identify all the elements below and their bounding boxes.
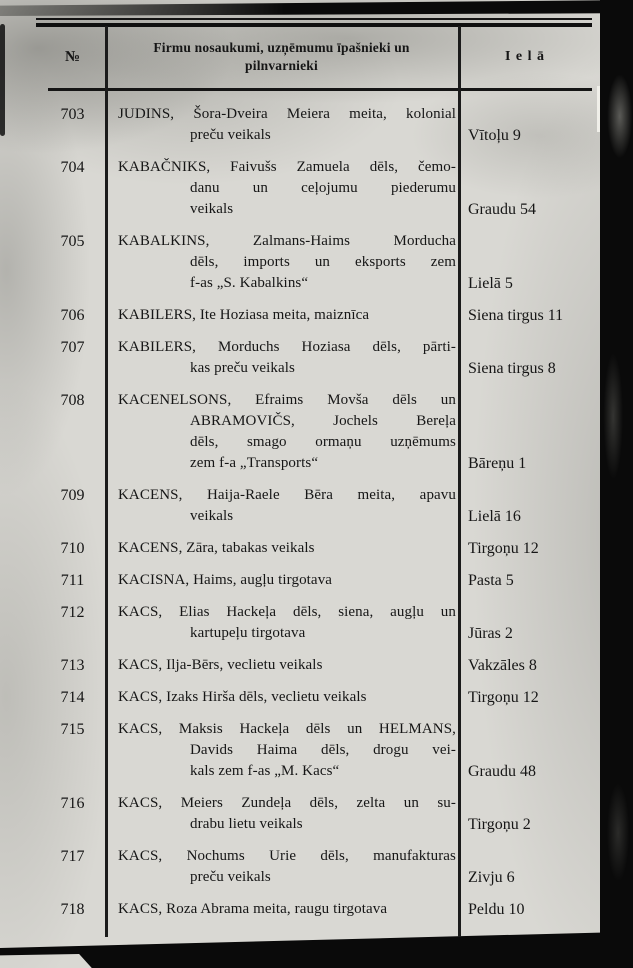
table-row (40, 390, 592, 474)
row-entry-text (105, 104, 458, 146)
row-number: 706 (60, 307, 85, 324)
row-number: 714 (60, 689, 85, 706)
row-entry-text (105, 687, 458, 708)
entry-line: veikals (190, 201, 234, 217)
street-name: Tirgoņu 2 (468, 816, 531, 833)
row-street (458, 231, 592, 294)
street-name: Siena tirgus 8 (468, 360, 556, 377)
scan-smudge-left (0, 24, 5, 136)
row-number: 715 (60, 721, 85, 738)
entry-line: KACENELSONS, Efraims Movša dēls un (118, 392, 456, 408)
table-top-rule-thin (36, 18, 592, 20)
street-name: Graudu 48 (468, 763, 536, 780)
row-street (458, 157, 592, 220)
entry-line: KACS, Ilja-Bērs, veclietu veikals (118, 657, 323, 673)
row-street (458, 104, 592, 146)
street-name: Zivju 6 (468, 869, 515, 886)
entry-line: KABILERS, Morduchs Hoziasa dēls, pārti- (118, 339, 456, 355)
row-number: 710 (60, 540, 85, 557)
header-number-column: № (64, 48, 81, 65)
table-row (40, 570, 592, 591)
row-number: 708 (60, 392, 85, 409)
table-body (40, 88, 592, 920)
street-name: Vītoļu 9 (468, 127, 521, 144)
scan-edge-right (600, 0, 633, 968)
table-row (40, 104, 592, 146)
entry-line: KACISNA, Haims, augļu tirgotava (118, 572, 333, 588)
table-row (40, 231, 592, 294)
table-row (40, 337, 592, 379)
entry-line: KACENS, Haija-Raele Bēra meita, apavu (118, 487, 456, 503)
scan-edge-bottom (0, 931, 633, 968)
table-row (40, 687, 592, 708)
row-entry-text (105, 793, 458, 835)
row-entry-text (105, 846, 458, 888)
entry-line: KACS, Elias Hackeļa dēls, siena, augļu un (118, 604, 456, 620)
table-row (40, 655, 592, 676)
row-street (458, 305, 592, 326)
row-number: 712 (60, 604, 85, 621)
row-street (458, 719, 592, 782)
row-entry-text (105, 602, 458, 644)
row-entry-text (105, 157, 458, 220)
entry-line: KACS, Meiers Zundeļa dēls, zelta un su- (118, 795, 456, 811)
table-header-row (40, 26, 592, 88)
row-number: 718 (60, 901, 85, 918)
row-entry-text (105, 570, 458, 591)
scan-edge-top (0, 0, 633, 16)
street-name: Peldu 10 (468, 901, 525, 918)
table-row (40, 899, 592, 920)
table-row (40, 305, 592, 326)
row-number: 717 (60, 848, 85, 865)
street-name: Graudu 54 (468, 201, 536, 218)
entry-line: kals zem f-as „M. Kacs“ (190, 763, 340, 779)
row-street (458, 846, 592, 888)
entry-line: KACS, Nochums Urie dēls, manufakturas (118, 848, 456, 864)
street-name: Vakzāles 8 (468, 657, 537, 674)
row-street (458, 485, 592, 527)
entry-line: kas preču veikals (190, 360, 295, 376)
table-row (40, 793, 592, 835)
row-entry-text (105, 305, 458, 326)
table-row (40, 602, 592, 644)
row-number: 707 (60, 339, 85, 356)
entry-line: KABAČNIKS, Faivušs Zamuela dēls, čemo- (118, 159, 456, 175)
entry-line: KABILERS, Ite Hoziasa meita, maiznīca (118, 307, 370, 323)
entry-line: JUDINS, Šora-Dveira Meiera meita, kolonial (118, 106, 456, 122)
header-street-column: I e l ā (504, 49, 546, 64)
table-row (40, 538, 592, 559)
row-entry-text (105, 390, 458, 474)
table-row (40, 846, 592, 888)
street-name: Tirgoņu 12 (468, 540, 539, 557)
street-name: Siena tirgus 11 (468, 307, 564, 324)
row-street (458, 655, 592, 676)
entry-line: preču veikals (190, 869, 271, 885)
row-street (458, 602, 592, 644)
entry-line: Davids Haima dēls, drogu vei- (190, 742, 456, 758)
row-street (458, 687, 592, 708)
entry-line: KACENS, Zāra, tabakas veikals (118, 540, 315, 556)
directory-table (40, 26, 592, 931)
row-street (458, 538, 592, 559)
row-entry-text (105, 719, 458, 782)
row-number: 703 (60, 106, 85, 123)
row-street (458, 390, 592, 474)
header-firms-column (105, 39, 458, 75)
entry-line: veikals (190, 508, 234, 524)
entry-line: kartupeļu tirgotava (190, 625, 306, 641)
row-street (458, 793, 592, 835)
entry-line: KACS, Izaks Hirša dēls, veclietu veikals (118, 689, 367, 705)
table-row (40, 719, 592, 782)
row-number: 716 (60, 795, 85, 812)
row-entry-text (105, 337, 458, 379)
table-row (40, 157, 592, 220)
street-name: Lielā 16 (468, 508, 521, 525)
row-number: 705 (60, 233, 85, 250)
header-firms-line2: pilnvarnieki (245, 58, 318, 73)
street-name: Jūras 2 (468, 625, 513, 642)
entry-line: drabu lietu veikals (190, 816, 303, 832)
entry-line: KACS, Roza Abrama meita, raugu tirgotava (118, 901, 388, 917)
row-number: 709 (60, 487, 85, 504)
row-number: 713 (60, 657, 85, 674)
row-entry-text (105, 538, 458, 559)
row-number: 704 (60, 159, 85, 176)
row-street (458, 899, 592, 920)
entry-line: KABALKINS, Zalmans-Haims Morducha (118, 233, 456, 249)
street-name: Tirgoņu 12 (468, 689, 539, 706)
entry-line: ABRAMOVIČS, Jochels Bereļa (190, 413, 456, 429)
street-name: Lielā 5 (468, 275, 513, 292)
table-row (40, 485, 592, 527)
entry-line: KACS, Maksis Hackeļa dēls un HELMANS, (118, 721, 456, 737)
row-street (458, 337, 592, 379)
street-name: Pasta 5 (468, 572, 514, 589)
row-entry-text (105, 485, 458, 527)
entry-line: f-as „S. Kabalkins“ (190, 275, 309, 291)
entry-line: dēls, imports un eksports zem (190, 254, 456, 270)
entry-line: zem f-a „Transports“ (190, 455, 319, 471)
row-entry-text (105, 899, 458, 920)
entry-line: danu un ceļojumu piederumu (190, 180, 456, 196)
row-entry-text (105, 655, 458, 676)
street-name: Bāreņu 1 (468, 455, 527, 472)
row-number: 711 (60, 572, 85, 589)
header-firms-line1: Firmu nosaukumi, uzņēmumu īpašnieki un (153, 40, 410, 55)
entry-line: preču veikals (190, 127, 271, 143)
row-street (458, 570, 592, 591)
row-entry-text (105, 231, 458, 294)
entry-line: dēls, smago ormaņu uzņēmums (190, 434, 456, 450)
scan-edge-highlight (597, 86, 600, 132)
